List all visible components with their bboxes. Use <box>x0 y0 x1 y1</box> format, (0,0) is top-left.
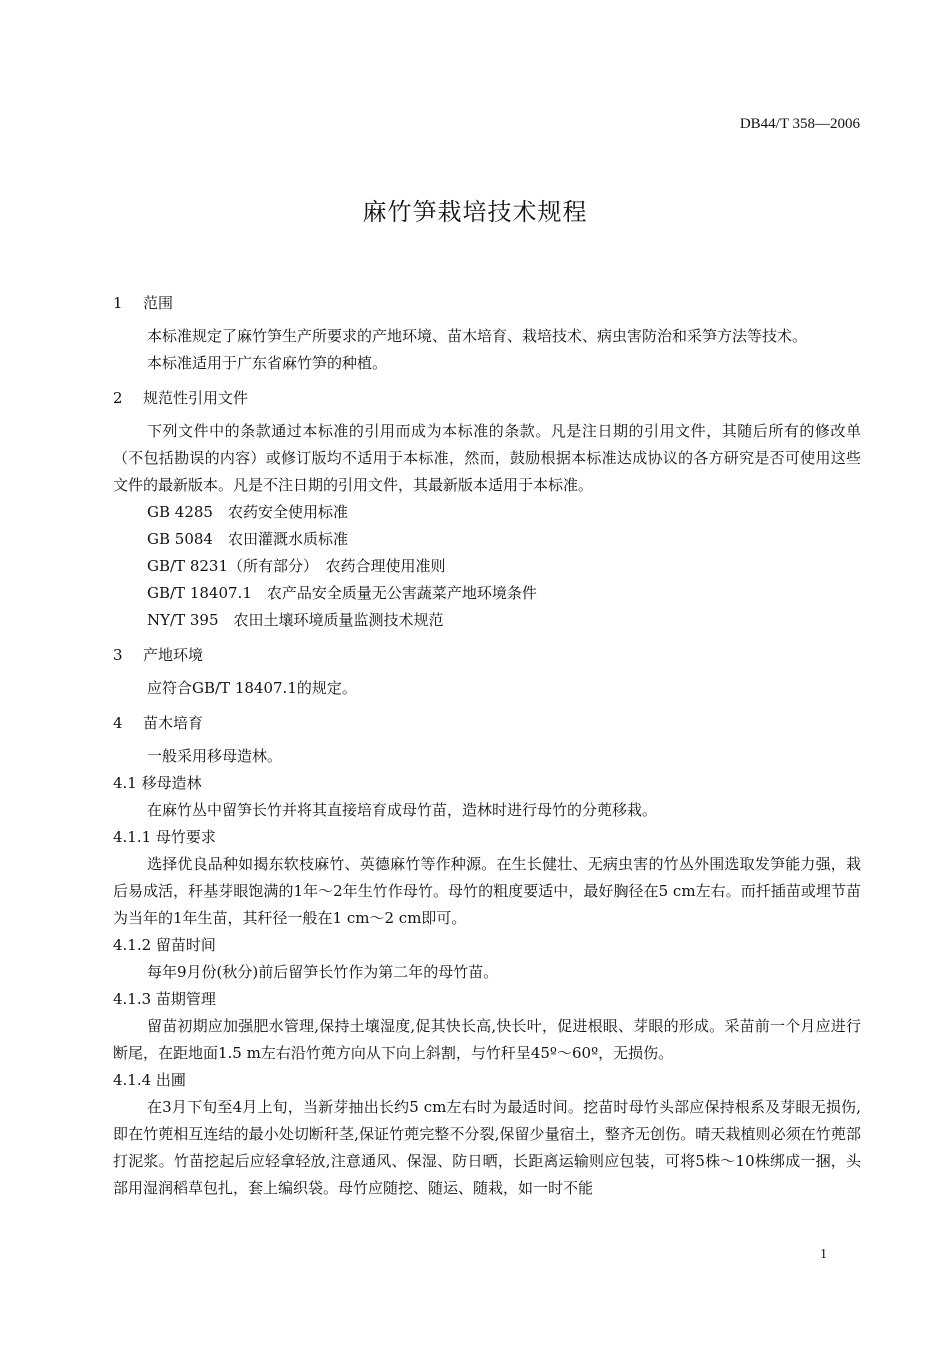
paragraph: 选择优良品种如揭东软枝麻竹、英德麻竹等作种源。在生长健壮、无病虫害的竹丛外围选取发笋能力强，栽后易成活，秆基芽眼饱满的1年～2年生竹作母竹。母竹的粗度要适中，最好胸径在5 cm左右。而扦插苗或埋节苗为当年的1年生苗，其秆径一般在1 cm～2 cm即可。 <box>113 855 861 927</box>
section-title: 范围 <box>143 294 174 312</box>
paragraph: 在3月下旬至4月上旬，当新芽抽出长约5 cm左右时为最适时间。挖苗时母竹头部应保持根系及芽眼无损伤,即在竹蔸相互连结的最小处切断秆茎,保证竹蔸完整不分裂,保留少量宿土，整齐无创伤。晴天栽植则必须在竹蔸部打泥浆。竹苗挖起后应轻拿轻放,注意通风、保湿、防日晒，长距离运输则应包装，可将5株～10株绑成一捆，头部用湿润稻草包扎，套上编织袋。母竹应随挖、随运、随栽，如一时不能 <box>113 1098 861 1197</box>
subsection-heading-4-1-2: 4.1.2 留苗时间 <box>113 936 216 954</box>
reference-item: GB/T 18407.1 农产品安全质量无公害蔬菜产地环境条件 <box>147 584 537 602</box>
reference-item: NY/T 395 农田土壤环境质量监测技术规范 <box>147 611 444 629</box>
reference-item: GB 4285 农药安全使用标准 <box>147 503 348 521</box>
section-number: 4 <box>113 714 123 732</box>
subsection-heading-4-1-1: 4.1.1 母竹要求 <box>113 828 216 846</box>
section-heading-4 <box>113 710 861 737</box>
paragraph: 本标准适用于广东省麻竹笋的种植。 <box>147 354 388 372</box>
section-heading-2 <box>113 385 861 412</box>
section-heading-3 <box>113 642 861 669</box>
reference-item: GB/T 8231（所有部分） 农药合理使用准则 <box>147 557 446 575</box>
paragraph: 本标准规定了麻竹笋生产所要求的产地环境、苗木培育、栽培技术、病虫害防治和采笋方法等技术。 <box>147 327 808 345</box>
paragraph: 在麻竹丛中留笋长竹并将其直接培育成母竹苗，造林时进行母竹的分蔸移栽。 <box>147 801 658 819</box>
subsection-heading-4-1: 4.1 移母造林 <box>113 774 202 792</box>
subsection-heading-4-1-3: 4.1.3 苗期管理 <box>113 990 216 1008</box>
page-title: 麻竹笋栽培技术规程 <box>362 198 588 226</box>
paragraph: 留苗初期应加强肥水管理,保持土壤湿度,促其快长高,快长叶，促进根眼、芽眼的形成。采苗前一个月应进行断尾，在距地面1.5 m左右沿竹蔸方向从下向上斜割，与竹秆呈45º～60º，无损伤。 <box>113 1017 861 1062</box>
section-title: 产地环境 <box>143 646 204 664</box>
paragraph: 每年9月份(秋分)前后留笋长竹作为第二年的母竹苗。 <box>147 963 499 981</box>
paragraph: 下列文件中的条款通过本标准的引用而成为本标准的条款。凡是注日期的引用文件，其随后所有的修改单（不包括勘误的内容）或修订版均不适用于本标准，然而，鼓励根据本标准达成协议的各方研究是否可使用这些文件的最新版本。凡是不注日期的引用文件，其最新版本适用于本标准。 <box>113 422 861 494</box>
paragraph: 应符合GB/T 18407.1的规定。 <box>147 679 357 697</box>
section-title: 苗木培育 <box>143 714 204 732</box>
reference-item: GB 5084 农田灌溉水质标准 <box>147 530 348 548</box>
document-code: DB44/T 358—2006 <box>739 116 860 132</box>
document-body <box>113 282 861 1202</box>
section-number: 3 <box>113 646 123 664</box>
subsection-heading-4-1-4: 4.1.4 出圃 <box>113 1071 186 1089</box>
section-number: 1 <box>113 294 123 312</box>
section-number: 2 <box>113 389 123 407</box>
section-title: 规范性引用文件 <box>143 389 249 407</box>
section-heading-1 <box>113 290 861 317</box>
paragraph: 一般采用移母造林。 <box>147 747 283 765</box>
page-number: 1 <box>820 1247 827 1262</box>
